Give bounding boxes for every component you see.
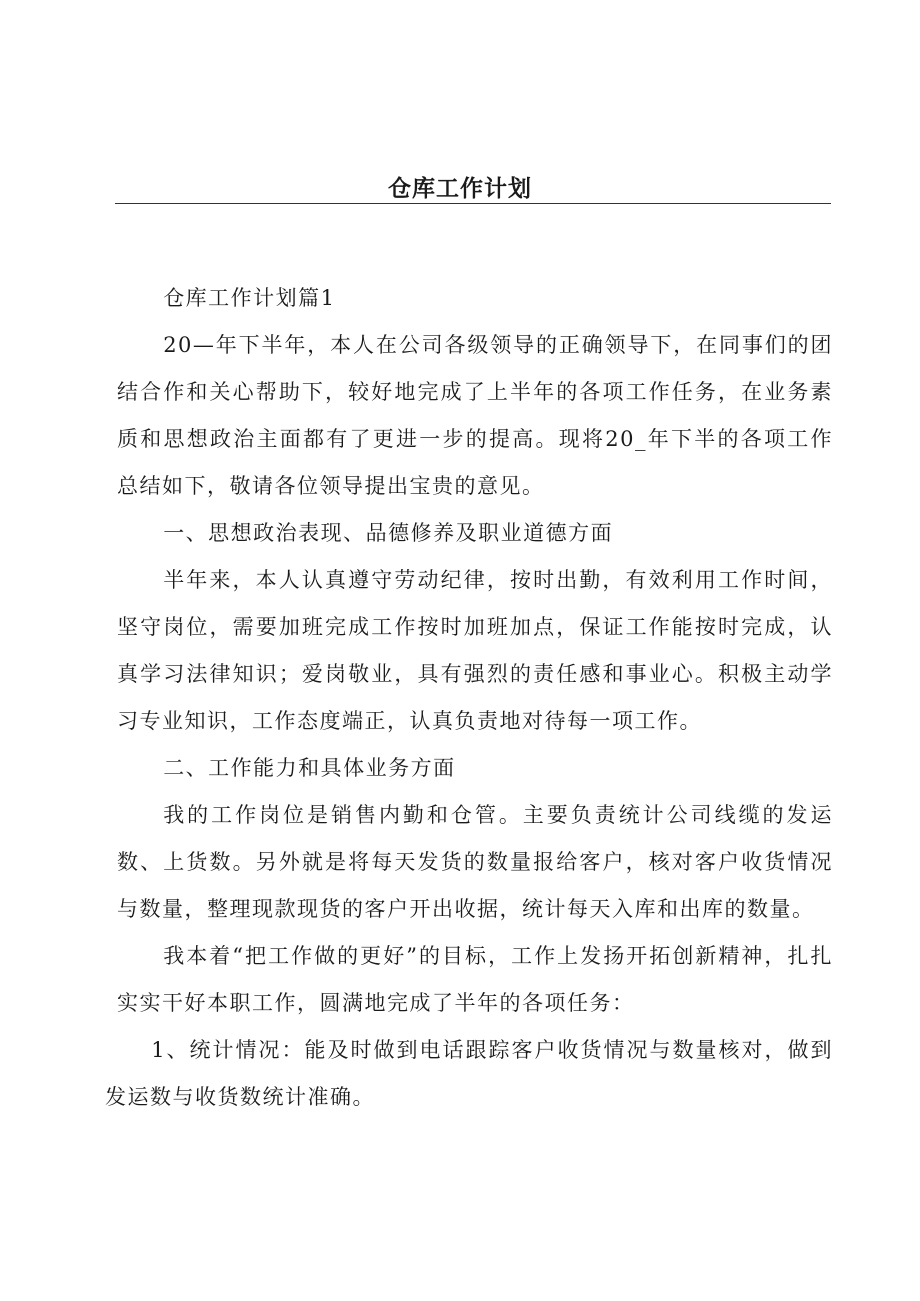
section-heading-1: 一、思想政治表现、品德修养及职业道德方面 — [163, 521, 614, 545]
section-subtitle: 仓库工作计划篇1 — [163, 286, 336, 310]
paragraph-intro: 20—年下半年，本人在公司各级领导的正确领导下，在同事们的团结合作和关心帮助下，较好地完成了上半年的各项工作任务，在业务素质和思想政治主面都有了更进一步的提高。现将20_年下半的各项工作总结如下，敬请各位领导提出宝贵的意见。 — [117, 333, 833, 498]
list-item-statistics: 1、统计情况：能及时做到电话跟踪客户收货情况与数量核对，做到发运数与收货数统计准确。 — [105, 1038, 833, 1109]
paragraph-conduct: 半年来，本人认真遵守劳动纪律，按时出勤，有效利用工作时间，坚守岗位，需要加班完成工作按时加班加点，保证工作能按时完成，认真学习法律知识；爱岗敬业，具有强烈的责任感和事业心。积极主动学习专业知识，工作态度端正，认真负责地对待每一项工作。 — [117, 568, 833, 733]
document-title: 仓库工作计划 — [388, 176, 532, 202]
document-body — [105, 275, 833, 1121]
paragraph-goal: 我本着“把工作做的更好”的目标，工作上发扬开拓创新精神，扎扎实实干好本职工作，圆满地完成了半年的各项任务： — [117, 944, 833, 1015]
title-underline — [115, 203, 831, 204]
section-heading-2: 二、工作能力和具体业务方面 — [163, 756, 456, 780]
paragraph-duties: 我的工作岗位是销售内勤和仓管。主要负责统计公司线缆的发运数、上货数。另外就是将每天发货的数量报给客户，核对客户收货情况与数量，整理现款现货的客户开出收据，统计每天入库和出库的数量。 — [117, 803, 833, 921]
